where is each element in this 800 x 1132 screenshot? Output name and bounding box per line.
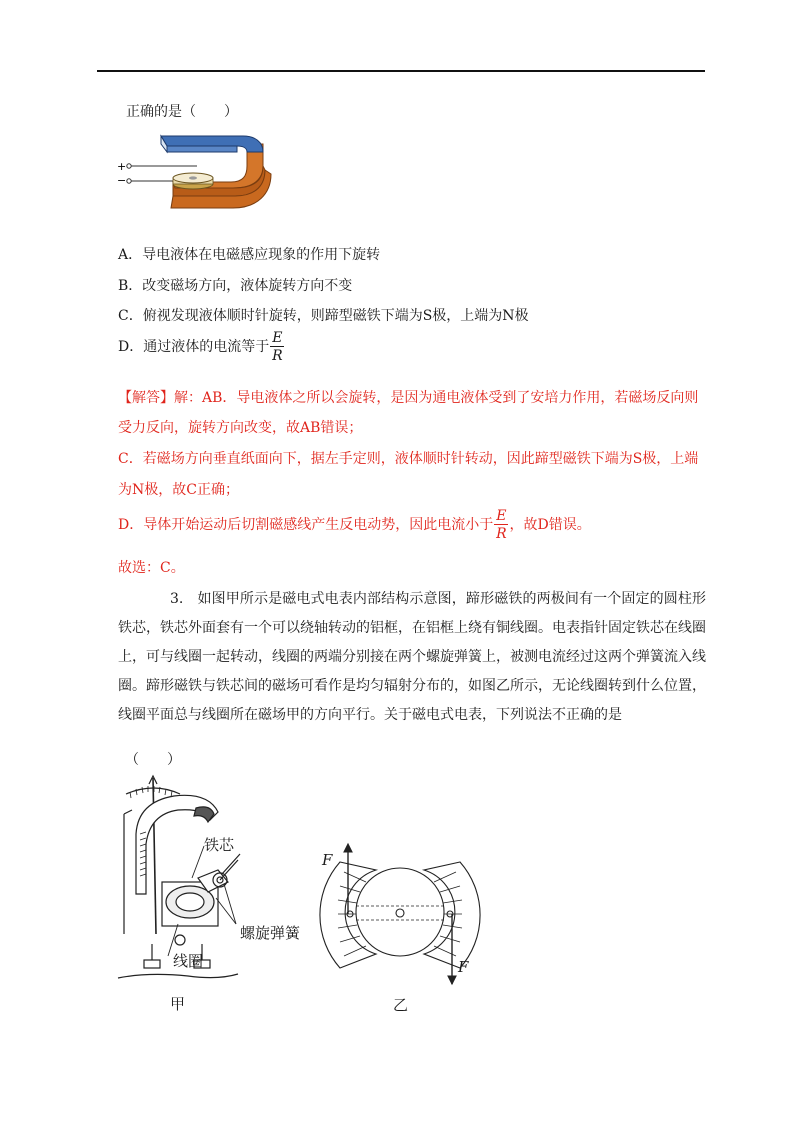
question-3-text: 如图甲所示是磁电式电表内部结构示意图，蹄形磁铁的两极间有一个固定的圆柱形铁芯，铁芯外面套有一个可以绕轴转动的铝框，在铝框上绕有铜线圈。电表指针固定铁芯在线圈上，可与线圈一起转动，线圈的两端分别接在两个螺旋弹簧上，被测电流经过这两个弹簧流入线圈。蹄形磁铁与铁芯间的磁场可看作是均匀辐射分布的，如图乙所示，无论线圈转到什么位置，线圈平面总与线圈所在磁场甲的方向平行。关于磁电式电表，下列说法不正确的是 bbox=[118, 591, 706, 723]
magnet-liquid-diagram bbox=[115, 126, 275, 218]
label-force-top: F bbox=[322, 851, 333, 869]
galvanometer-diagram bbox=[118, 774, 328, 984]
label-force-bottom: F bbox=[458, 958, 469, 976]
header-rule bbox=[97, 70, 705, 72]
option-a: A．导电液体在电磁感应现象的作用下旋转 bbox=[118, 247, 381, 263]
fraction-e-over-r bbox=[270, 331, 284, 363]
answer-tag: 【解答】 bbox=[118, 390, 174, 406]
question-3-number: 3. bbox=[170, 591, 184, 607]
caption-yi: 乙 bbox=[393, 996, 409, 1014]
answer-line-2: 受力反向，旋转方向改变，故AB错误； bbox=[118, 420, 363, 436]
answer-fraction: $\frac{E}{R}$ bbox=[496, 508, 507, 542]
caption-jia: 甲 bbox=[170, 995, 186, 1013]
final-answer: 故选：C。 bbox=[118, 560, 185, 576]
option-d-text: D．通过液体的电流等于 bbox=[118, 339, 270, 355]
label-spiral-spring: 螺旋弹簧 bbox=[240, 924, 301, 942]
fraction-numerator: E bbox=[272, 330, 283, 346]
radial-field-diagram bbox=[320, 842, 480, 992]
label-iron-core: 铁芯 bbox=[204, 836, 235, 854]
option-d bbox=[118, 331, 285, 363]
answer-line-3: C．若磁场方向垂直纸面向下，据左手定则，液体顺时针转动，因此蹄型磁铁下端为S极，上端 bbox=[118, 451, 699, 467]
stem-tail: 正确的是（ ） bbox=[126, 104, 238, 120]
question-3 bbox=[118, 585, 706, 730]
option-b: B．改变磁场方向，液体旋转方向不变 bbox=[118, 278, 353, 294]
minus-terminal bbox=[127, 179, 131, 183]
fraction-denominator: R bbox=[272, 348, 283, 364]
question-3-paren: （ ） bbox=[125, 752, 181, 768]
label-coil: 线圈 bbox=[173, 952, 204, 970]
answer-line-1 bbox=[118, 387, 698, 407]
option-c: C．俯视发现液体顺时针旋转，则蹄型磁铁下端为S极，上端为N极 bbox=[118, 308, 529, 324]
spring-lower bbox=[175, 935, 185, 945]
minus-terminal-label: − bbox=[117, 174, 127, 187]
plus-terminal bbox=[127, 164, 131, 168]
core-circle bbox=[356, 868, 444, 956]
answer-line-4: 为N极，故C正确； bbox=[118, 482, 239, 498]
answer-text-1: 解：AB．导电液体之所以会旋转，是因为通电液体受到了安培力作用，若磁场反向则 bbox=[174, 390, 699, 406]
base-line bbox=[118, 974, 238, 978]
answer-text-5: D．导体开始运动后切割磁感线产生反电动势，因此电流小于 bbox=[118, 517, 494, 533]
terminal-left bbox=[144, 960, 160, 968]
plus-terminal-label: + bbox=[117, 160, 127, 173]
answer-text-5-suffix: ，故D错误。 bbox=[509, 517, 591, 533]
answer-line-5 bbox=[118, 509, 591, 541]
